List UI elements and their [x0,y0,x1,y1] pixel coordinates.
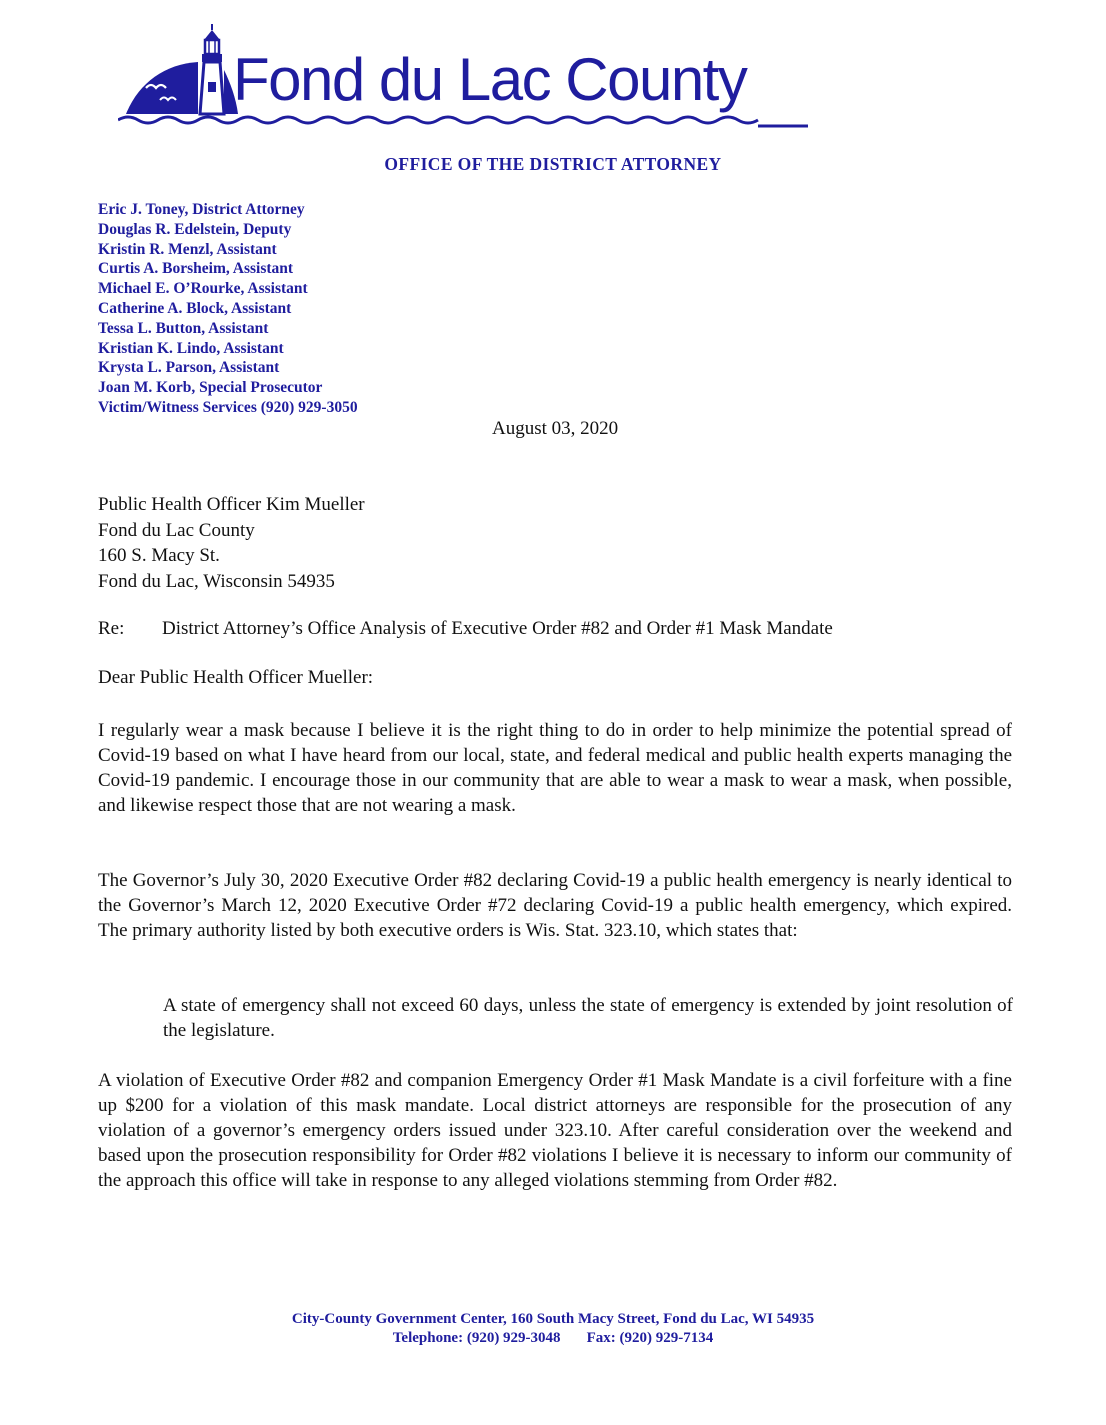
footer-contact [0,1329,1106,1348]
subject-text: District Attorney’s Office Analysis of Executive Order #82 and Order #1 Mask Mandate [162,618,833,639]
letter-date: August 03, 2020 [492,418,619,439]
county-name: Fond du Lac County [233,46,747,113]
footer-telephone: Telephone: (920) 929-3048 [392,1330,561,1346]
staff-item: Victim/Witness Services (920) 929-3050 [98,398,358,416]
body-paragraph: The Governor’s July 30, 2020 Executive Order #82 declaring Covid-19 a public health emergency is nearly identical to the Governor’s March 12, 2020 Executive Order #72 declaring Covid-19 a public health emergency, which expired. The primary authority listed by both executive orders is Wis. Stat. 323.10, which states that: [98,870,1012,941]
recipient-line: Fond du Lac, Wisconsin 54935 [98,570,335,592]
body-paragraph: I regularly wear a mask because I believe it is the right thing to do in order to help minimize the potential spread of Covid-19 based on what I have heard from our local, state, and federal medical and public health experts managing the Covid-19 pandemic. I encourage those in our community that are able to wear a mask to wear a mask, when possible, and likewise respect those that are not wearing a mask. [98,720,1012,816]
staff-item: Eric J. Toney, District Attorney [98,201,305,218]
staff-item: Joan M. Korb, Special Prosecutor [98,379,323,397]
staff-item: Michael E. O’Rourke, Assistant [98,280,308,298]
body-paragraph: A violation of Executive Order #82 and companion Emergency Order #1 Mask Mandate is a civil forfeiture with a fine up $200 for a violation of this mask mandate. Local district attorneys are responsible for the prosecution of any violation of a governor’s emergency orders issued under 323.10. After careful consideration over the weekend and based upon the prosecution responsibility for Order #82 violations I believe it is necessary to inform our community of the approach this office will take in response to any alleged violations stemming from Order #82. [98,1070,1012,1191]
staff-item: Kristin R. Menzl, Assistant [98,240,277,258]
footer-fax: Fax: (920) 929-7134 [586,1330,714,1346]
staff-item: Kristian K. Lindo, Assistant [98,339,284,357]
recipient-line: Public Health Officer Kim Mueller [98,494,365,515]
staff-item: Curtis A. Borsheim, Assistant [98,260,294,278]
statute-quote: A state of emergency shall not exceed 60 days, unless the state of emergency is extended by joint resolution of the legislature. [163,995,1013,1041]
recipient-line: Fond du Lac County [98,519,255,541]
wave-underline-icon [118,112,808,134]
letter-footer [0,1310,1106,1348]
subject-line [98,618,833,640]
footer-address: City-County Government Center, 160 South Macy Street, Fond du Lac, WI 54935 [291,1311,815,1327]
staff-item: Krysta L. Parson, Assistant [98,359,280,377]
subject-label: Re: [98,618,125,639]
office-title: OFFICE OF THE DISTRICT ATTORNEY [384,154,722,174]
staff-item: Douglas R. Edelstein, Deputy [98,220,292,238]
recipient-line: 160 S. Macy St. [98,545,220,566]
staff-item: Tessa L. Button, Assistant [98,319,269,337]
staff-item: Catherine A. Block, Assistant [98,299,292,317]
recipient-address [98,492,365,594]
staff-list [98,200,358,418]
salutation: Dear Public Health Officer Mueller: [98,667,374,688]
